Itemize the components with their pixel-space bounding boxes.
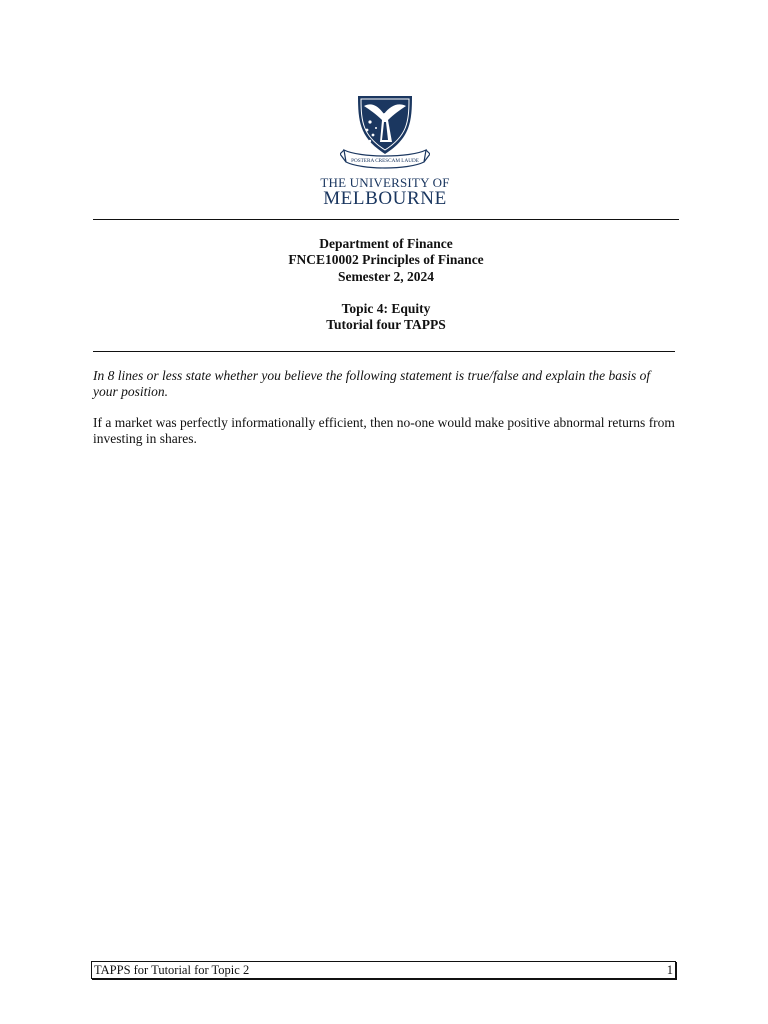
top-divider bbox=[93, 219, 679, 220]
university-crest-icon bbox=[340, 92, 430, 170]
topic-title: Topic 4: Equity bbox=[341, 300, 431, 316]
semester-label: Semester 2, 2024 bbox=[337, 268, 435, 284]
statement-text: If a market was perfectly informationally efficient, then no-one would make positive abnormal returns from investing in shares. bbox=[93, 415, 675, 446]
tutorial-title: Tutorial four TAPPS bbox=[326, 317, 446, 333]
motto-text: POSTERA CRESCAM LAUDE bbox=[351, 158, 419, 164]
header-spacer bbox=[93, 285, 679, 301]
department-title: Department of Finance bbox=[319, 236, 453, 251]
page-number: 1 bbox=[666, 963, 673, 977]
page-footer bbox=[91, 961, 676, 979]
course-title: FNCE10002 Principles of Finance bbox=[288, 252, 484, 268]
university-name-line2: MELBOURNE bbox=[323, 188, 447, 209]
university-name-line1: THE UNIVERSITY OF bbox=[320, 175, 450, 190]
university-logo bbox=[318, 92, 452, 212]
footer-title: TAPPS for Tutorial for Topic 2 bbox=[94, 963, 250, 977]
header-divider bbox=[93, 351, 675, 352]
document-header bbox=[93, 236, 679, 333]
instructions-text: In 8 lines or less state whether you believe the following statement is true/false and explain the basis of your position. bbox=[93, 368, 651, 399]
